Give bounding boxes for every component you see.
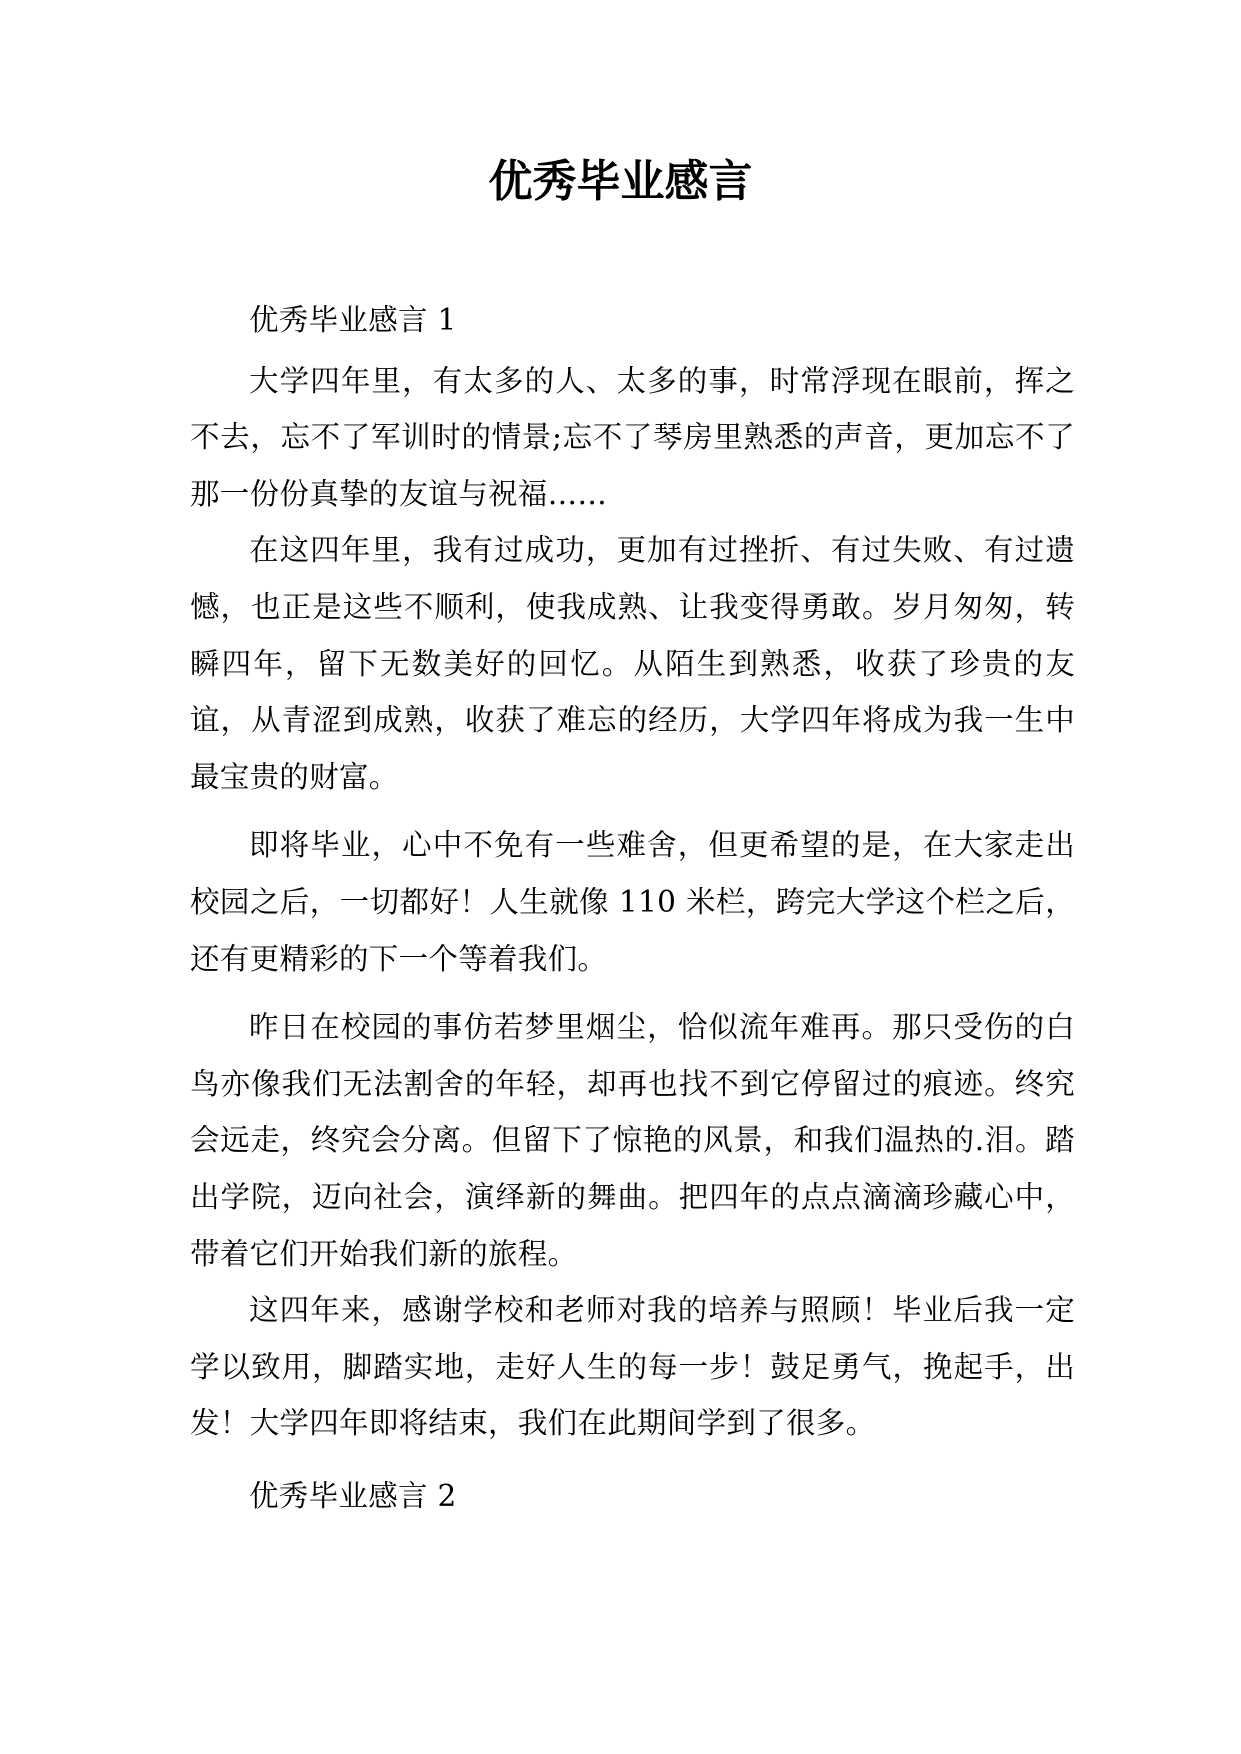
paragraph-1: 大学四年里，有太多的人、太多的事，时常浮现在眼前，挥之不去，忘不了军训时的情景;忘不了琴房里熟悉的声音，更加忘不了那一份份真挚的友谊与祝福…… — [190, 363, 1075, 511]
paragraph-2: 在这四年里，我有过成功，更加有过挫折、有过失败、有过遗憾，也正是这些不顺利，使我成熟、让我变得勇敢。岁月匆匆，转瞬四年，留下无数美好的回忆。从陌生到熟悉，收获了珍贵的友谊，从青涩到成熟，收获了难忘的经历，大学四年将成为我一生中最宝贵的财富。 — [190, 533, 1075, 794]
document-title: 优秀毕业感言 — [488, 156, 753, 207]
paragraph-5: 这四年来，感谢学校和老师对我的培养与照顾！毕业后我一定学以致用，脚踏实地，走好人生的每一步！鼓足勇气，挽起手，出发！大学四年即将结束，我们在此期间学到了很多。 — [190, 1293, 1075, 1441]
section-heading-1: 优秀毕业感言 1 — [249, 303, 457, 337]
section-heading-2: 优秀毕业感言 2 — [249, 1478, 457, 1513]
paragraph-3: 即将毕业，心中不免有一些难舍，但更希望的是，在大家走出校园之后，一切都好！人生就像 110 米栏，跨完大学这个栏之后，还有更精彩的下一个等着我们。 — [190, 828, 1075, 976]
document-body — [190, 288, 1075, 1528]
paragraph-4: 昨日在校园的事仿若梦里烟尘，恰似流年难再。那只受伤的白鸟亦像我们无法割舍的年轻，却再也找不到它停留过的痕迹。终究会远走，终究会分离。但留下了惊艳的风景，和我们温热的.泪。踏出学院，迈向社会，演绎新的舞曲。把四年的点点滴滴珍藏心中，带着它们开始我们新的旅程。 — [190, 1010, 1075, 1271]
